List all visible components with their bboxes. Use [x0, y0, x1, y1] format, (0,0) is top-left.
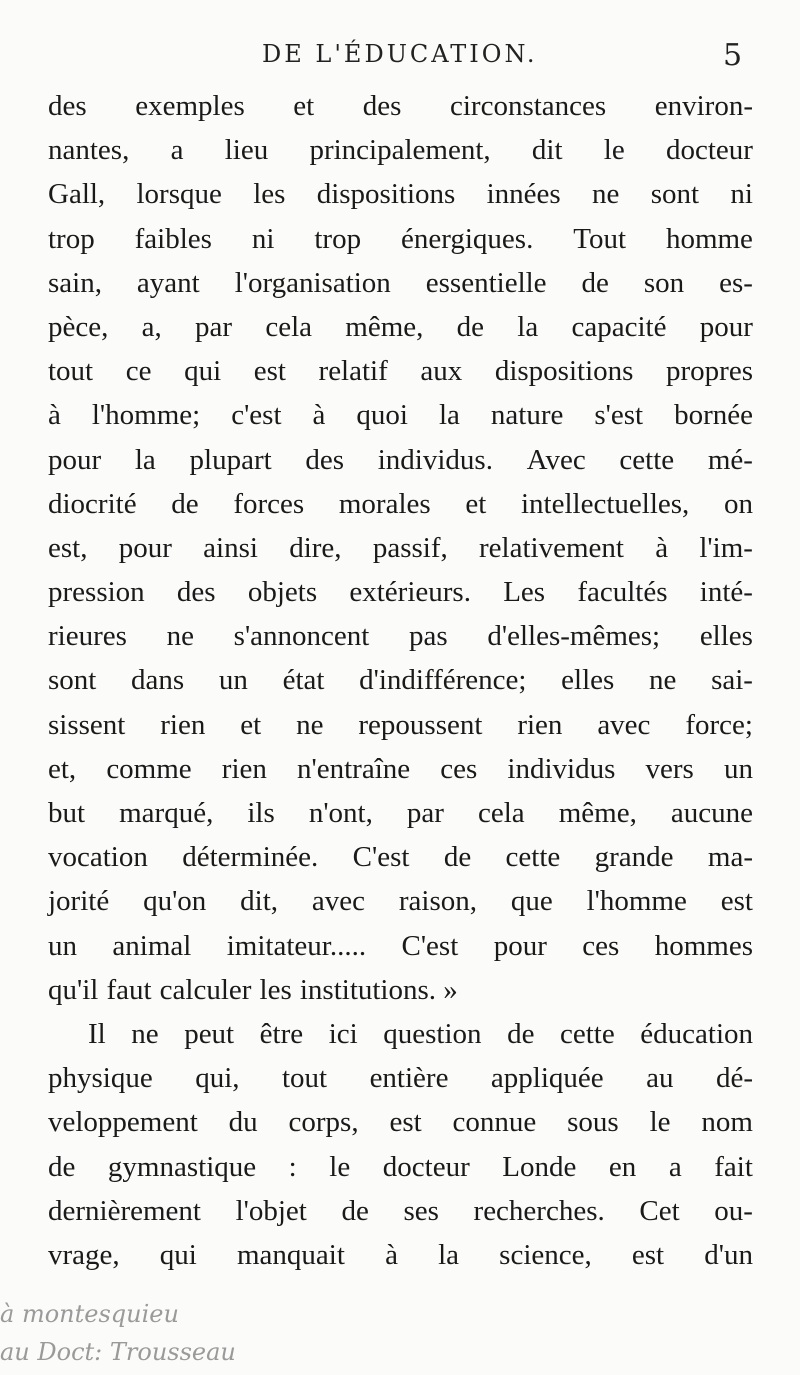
word: but	[48, 797, 86, 829]
word: le	[329, 1150, 351, 1183]
text-line	[48, 128, 753, 172]
word: C'est	[401, 929, 459, 962]
word: animal	[112, 929, 192, 962]
text-line	[48, 1189, 753, 1233]
word: Les	[503, 576, 546, 609]
word: institutions. »	[299, 973, 458, 1006]
word: ne	[296, 708, 324, 741]
word: Avec	[526, 443, 586, 476]
word: a,	[141, 310, 162, 343]
word: à	[385, 1238, 398, 1271]
word: hommes	[654, 929, 753, 962]
word: dit,	[240, 885, 279, 918]
word: extérieurs.	[349, 576, 471, 609]
word: diocrité	[48, 487, 137, 520]
word: faibles	[134, 222, 212, 255]
word: nom	[701, 1106, 753, 1139]
text-line	[48, 658, 753, 702]
word: question	[383, 1017, 482, 1050]
word: imitateur.....	[226, 929, 367, 962]
text-line	[48, 835, 753, 879]
word: tout	[281, 1062, 328, 1095]
word: essentielle	[425, 266, 547, 299]
text-line	[48, 172, 753, 216]
word: calculer	[159, 973, 252, 1006]
word: rieures	[48, 620, 127, 653]
page-number: 5	[723, 38, 743, 73]
word: individus.	[377, 443, 493, 476]
text-line	[48, 482, 753, 526]
text-line	[48, 570, 753, 614]
word: es-	[719, 266, 753, 299]
word: l'homme;	[91, 399, 201, 432]
text-line	[48, 349, 753, 393]
word: est	[720, 885, 753, 918]
word: d'indifférence;	[359, 664, 527, 697]
word: exemples	[135, 90, 245, 122]
word: Gall,	[48, 178, 106, 211]
text-line	[48, 217, 753, 261]
word: physique	[48, 1062, 153, 1095]
word: d'un	[704, 1238, 753, 1271]
text-line	[48, 84, 753, 128]
word: état	[282, 664, 325, 697]
word: Londe	[502, 1150, 577, 1183]
word: des	[362, 90, 402, 122]
word: repoussent	[358, 708, 483, 741]
word: et,	[48, 752, 77, 785]
word: à	[48, 399, 61, 432]
word: appliquée	[490, 1062, 604, 1095]
word: entière	[369, 1062, 449, 1095]
word: bornée	[674, 399, 753, 432]
word: la	[438, 399, 460, 432]
word: facultés	[577, 576, 668, 609]
word: capacité	[571, 310, 667, 343]
word: ses	[403, 1194, 439, 1227]
word: jorité	[48, 885, 110, 918]
word: et	[465, 487, 487, 520]
word: d'elles-mêmes;	[487, 620, 661, 653]
word: ces	[582, 929, 620, 962]
word: pour	[48, 443, 102, 476]
word: comme	[106, 752, 192, 785]
word: un	[723, 752, 753, 785]
word: éducation	[640, 1017, 753, 1050]
word: ne	[592, 178, 620, 211]
text-line	[48, 526, 753, 570]
word: par	[406, 797, 444, 829]
word: même,	[345, 310, 424, 343]
word: sai-	[711, 664, 753, 697]
word: à	[312, 399, 326, 432]
word: force;	[685, 708, 753, 741]
running-title: DE L'ÉDUCATION.	[262, 40, 538, 68]
word: tout	[48, 355, 94, 388]
word: principalement,	[309, 134, 491, 167]
word: les	[253, 178, 286, 211]
word: la	[517, 310, 539, 343]
word: recherches.	[473, 1194, 605, 1227]
word: les	[259, 973, 292, 1006]
word: un	[48, 929, 77, 962]
word: énergiques.	[401, 222, 534, 255]
word: rien	[517, 708, 563, 741]
word: être	[259, 1017, 304, 1050]
word: marqué,	[119, 797, 214, 829]
word: qui	[184, 355, 222, 388]
word: déterminée.	[182, 841, 319, 874]
word: vers	[645, 752, 694, 785]
word: des	[48, 90, 87, 122]
word: pour	[493, 929, 547, 962]
word: objets	[247, 576, 318, 609]
text-line	[48, 968, 753, 1012]
word: sain,	[48, 266, 102, 299]
word: s'est	[594, 399, 644, 432]
word: ni	[251, 222, 275, 255]
word: raison,	[398, 885, 477, 918]
word: sous	[567, 1106, 619, 1139]
word: manquait	[237, 1238, 345, 1271]
word: ne	[166, 620, 194, 653]
word: des	[305, 443, 345, 476]
word: qu'il	[48, 973, 99, 1006]
word: sissent	[48, 708, 126, 741]
word: avec	[311, 885, 366, 918]
word: de	[581, 266, 609, 299]
word: que	[510, 885, 553, 918]
word: docteur	[665, 134, 753, 167]
word: a	[170, 134, 184, 167]
word: dernièrement	[48, 1194, 201, 1227]
text-line	[48, 1100, 753, 1144]
word: corps,	[288, 1106, 359, 1139]
text-line	[48, 614, 753, 658]
word: on	[723, 487, 753, 520]
text-line	[48, 438, 753, 482]
word: forces	[233, 487, 305, 520]
word: inté-	[699, 576, 753, 609]
word: qui	[159, 1238, 197, 1271]
word: ni	[730, 178, 753, 211]
word: pour	[699, 310, 753, 343]
text-line	[48, 393, 753, 437]
word: dispositions	[316, 178, 456, 211]
word: au	[646, 1062, 674, 1095]
word: nantes,	[48, 134, 130, 167]
word: ayant	[136, 266, 200, 299]
word: mé-	[707, 443, 753, 476]
word: grande	[594, 841, 674, 874]
word: dans	[131, 664, 185, 697]
word: de	[507, 1017, 535, 1050]
word: vocation	[48, 841, 148, 874]
text-line	[48, 1056, 753, 1100]
word: pour	[118, 531, 172, 564]
word: innées	[486, 178, 561, 211]
text-line	[48, 261, 753, 305]
text-line	[48, 879, 753, 923]
word: même,	[558, 797, 637, 829]
word: Cet	[639, 1194, 680, 1227]
word: veloppement	[48, 1106, 198, 1139]
word: circonstances	[449, 90, 607, 122]
word: l'objet	[235, 1194, 307, 1227]
text-line	[48, 747, 753, 791]
word: peut	[184, 1017, 235, 1050]
word: de	[171, 487, 199, 520]
word: est	[389, 1106, 422, 1139]
word: morales	[338, 487, 431, 520]
word: est	[631, 1238, 665, 1271]
word: qui,	[195, 1062, 240, 1095]
word: est	[253, 355, 286, 388]
word: vrage,	[48, 1238, 120, 1271]
body-text	[48, 84, 753, 1277]
word: sont	[48, 664, 97, 697]
word: n'ont,	[308, 797, 373, 829]
word: de	[443, 841, 472, 874]
word: relativement	[479, 531, 624, 564]
word: ici	[328, 1017, 358, 1050]
word: ma-	[707, 841, 753, 874]
word: cette	[619, 443, 675, 476]
word: faut	[106, 973, 152, 1006]
word: dé-	[715, 1062, 753, 1095]
word: dire,	[289, 531, 342, 564]
word: propres	[666, 355, 753, 388]
word: a	[668, 1150, 682, 1183]
word: ces	[440, 752, 478, 785]
word: quoi	[356, 399, 408, 432]
word: ils	[247, 797, 275, 829]
word: homme	[665, 222, 753, 255]
word: le	[603, 134, 625, 167]
handwritten-line: au Doct: Trousseau	[0, 1338, 236, 1366]
word: trop	[48, 222, 95, 255]
word: cela	[265, 310, 312, 343]
word: dispositions	[494, 355, 634, 388]
word: et	[293, 90, 315, 122]
word: docteur	[382, 1150, 470, 1183]
word: connue	[452, 1106, 537, 1139]
word: elles	[561, 664, 615, 697]
word: par	[195, 310, 233, 343]
handwritten-annotation	[0, 1295, 236, 1371]
word: de	[48, 1150, 76, 1183]
word: et	[240, 708, 262, 741]
word: n'entraîne	[297, 752, 411, 785]
word: son	[643, 266, 685, 299]
word: dit	[531, 134, 563, 167]
text-line	[48, 305, 753, 349]
word: est,	[48, 531, 88, 564]
word: la	[438, 1238, 460, 1271]
word: :	[288, 1150, 297, 1183]
word: individus	[507, 752, 616, 785]
word: rien	[221, 752, 267, 785]
word: ou-	[714, 1194, 753, 1227]
text-line	[48, 791, 753, 835]
word: science,	[499, 1238, 592, 1271]
word: pression	[48, 576, 145, 609]
word: plupart	[189, 443, 272, 476]
word: s'annoncent	[233, 620, 370, 653]
word: elles	[699, 620, 753, 653]
word: pas	[409, 620, 448, 653]
word: nature	[490, 399, 564, 432]
word: lorsque	[136, 178, 222, 211]
word: intellectuelles,	[520, 487, 690, 520]
word: à	[655, 531, 669, 564]
word: qu'on	[143, 885, 207, 918]
word: cette	[505, 841, 561, 874]
word: ainsi	[203, 531, 258, 564]
word: des	[176, 576, 216, 609]
word: du	[228, 1106, 258, 1139]
word: aucune	[670, 797, 753, 829]
word: rien	[160, 708, 206, 741]
word: le	[649, 1106, 671, 1139]
word: en	[608, 1150, 637, 1183]
text-line	[48, 1145, 753, 1189]
word: passif,	[372, 531, 448, 564]
word: de	[341, 1194, 369, 1227]
word: l'im-	[699, 531, 753, 564]
word: environ-	[654, 90, 753, 122]
text-line	[48, 924, 753, 968]
word: relatif	[318, 355, 388, 388]
text-line	[48, 703, 753, 747]
word: avec	[597, 708, 651, 741]
text-line	[48, 1012, 753, 1056]
word: la	[134, 443, 156, 476]
word: Il	[88, 1017, 106, 1050]
word: aux	[420, 355, 463, 388]
handwritten-line: à montesquieu	[0, 1300, 179, 1328]
word: Tout	[573, 222, 627, 255]
word: ne	[131, 1017, 159, 1050]
word: ne	[649, 664, 677, 697]
word: l'homme	[586, 885, 687, 918]
word: sont	[650, 178, 700, 211]
word: gymnastique	[107, 1150, 257, 1183]
word: pèce,	[48, 310, 109, 343]
word: lieu	[224, 134, 269, 167]
word: l'organisation	[234, 266, 391, 299]
word: C'est	[352, 841, 410, 874]
word: c'est	[231, 399, 282, 432]
word: de	[456, 310, 485, 343]
word: fait	[714, 1150, 753, 1183]
word: trop	[314, 222, 362, 255]
word: cette	[559, 1017, 615, 1050]
word: ce	[125, 355, 152, 388]
text-line	[48, 1233, 753, 1277]
word: un	[218, 664, 248, 697]
word: cela	[478, 797, 525, 829]
